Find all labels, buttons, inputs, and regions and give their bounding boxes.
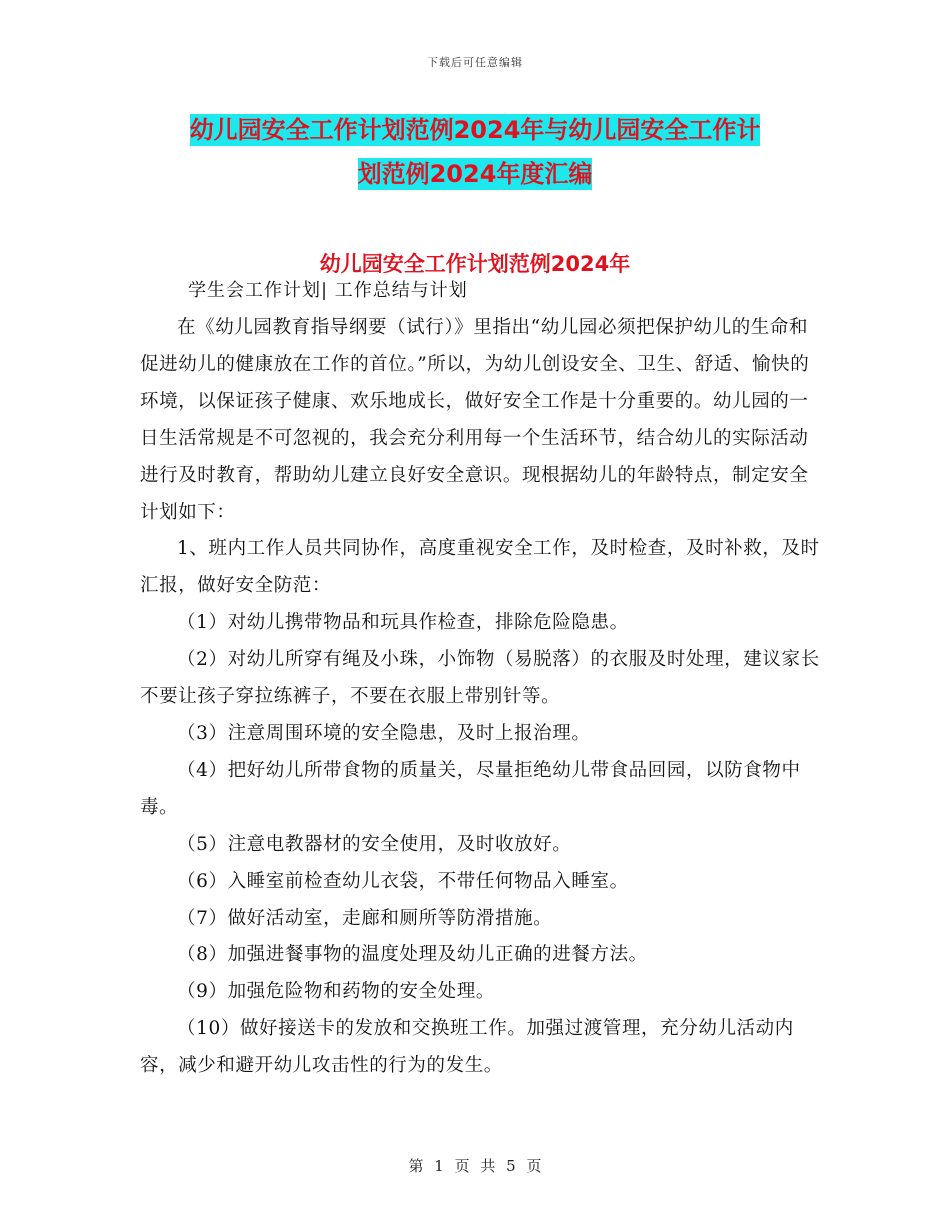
page-footer: 第 1 页 共 5 页: [408, 1157, 542, 1175]
paragraph-sub-5: （5）注意电教器材的安全使用，及时收放好。: [177, 833, 572, 855]
document-body: [140, 310, 824, 1085]
paragraph-intro: 在《幼儿园教育指导纲要（试行）》里指出“幼儿园必须把保护幼儿的生命和促进幼儿的健康放在工作的首位。”所以，为幼儿创设安全、卫生、舒适、愉快的环境，以保证孩子健康、欢乐地成长，做好安全工作是十分重要的。幼儿园的一日生活常规是不可忽视的，我会充分利用每一个生活环节，结合幼儿的实际活动进行及时教育，帮助幼儿建立良好安全意识。现根据幼儿的年龄特点，制定安全计划如下：: [140, 317, 810, 523]
category-line: 学生会工作计划| 工作总结与计划: [188, 280, 468, 301]
paragraph-sub-10: （10）做好接送卡的发放和交换班工作。加强过渡管理，充分幼儿活动内容，减少和避开幼儿攻击性的行为的发生。: [140, 1018, 794, 1077]
paragraph-item-1: 1、班内工作人员共同协作，高度重视安全工作，及时检查，及时补救，及时汇报，做好安全防范：: [140, 538, 820, 597]
title-line-2: 划范例2024年度汇编: [357, 160, 593, 188]
paragraph-sub-8: （8）加强进餐事物的温度处理及幼儿正确的进餐方法。: [177, 944, 648, 966]
header-note: 下载后可任意编辑: [427, 56, 523, 69]
paragraph-sub-6: （6）入睡室前检查幼儿衣袋，不带任何物品入睡室。: [177, 870, 629, 892]
document-title: [120, 108, 830, 196]
paragraph-sub-9: （9）加强危险物和药物的安全处理。: [177, 981, 495, 1003]
section-title: 幼儿园安全工作计划范例2024年: [319, 252, 631, 276]
paragraph-sub-3: （3）注意周围环境的安全隐患，及时上报治理。: [177, 722, 591, 744]
paragraph-sub-1: （1）对幼儿携带物品和玩具作检查，排除危险隐患。: [177, 612, 629, 634]
title-line-1: 幼儿园安全工作计划范例2024年与幼儿园安全工作计: [189, 116, 761, 144]
paragraph-sub-4: （4）把好幼儿所带食物的质量关，尽量拒绝幼儿带食品回园，以防食物中毒。: [140, 759, 801, 818]
paragraph-sub-7: （7）做好活动室，走廊和厕所等防滑措施。: [177, 907, 553, 929]
paragraph-sub-2: （2）对幼儿所穿有绳及小珠，小饰物（易脱落）的衣服及时处理，建议家长不要让孩子穿拉练裤子，不要在衣服上带别针等。: [140, 649, 820, 708]
